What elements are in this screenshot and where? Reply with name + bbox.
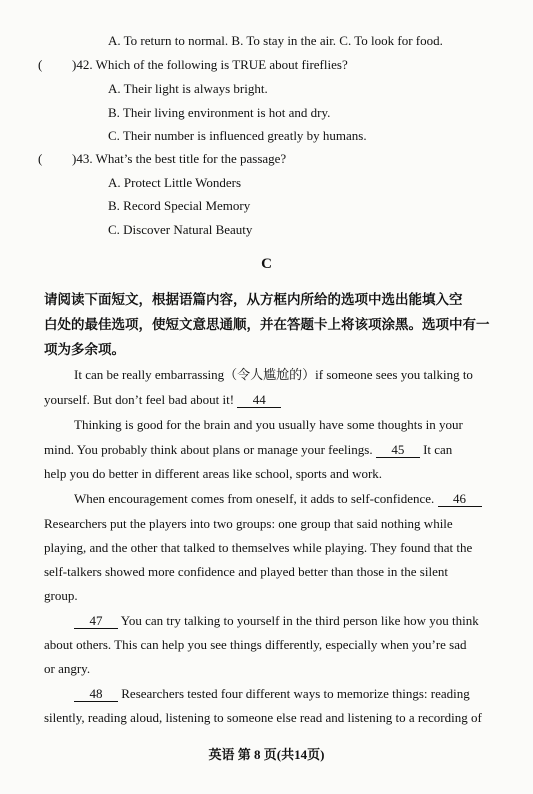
blank-46: 46 — [438, 492, 482, 507]
passage-text: mind. You probably think about plans or manage your feelings. — [44, 442, 373, 457]
q42-option-c: C. Their number is influenced greatly by humans. — [108, 128, 367, 143]
passage-line: It can be really embarrassing（令人尴尬的）if someone sees you talking to — [74, 367, 473, 382]
passage-line — [74, 491, 482, 507]
question-stem: )43. What’s the best title for the passage? — [72, 151, 287, 166]
passage-line: self-talkers showed more confidence and played better than those in the silent — [44, 564, 448, 579]
answer-paren: ( — [38, 151, 43, 166]
passage-line: Thinking is good for the brain and you usually have some thoughts in your — [74, 417, 463, 432]
passage-line — [74, 613, 479, 629]
question-stem: )42. Which of the following is TRUE about fireflies? — [72, 57, 348, 72]
section-title: C — [261, 256, 272, 272]
passage-line: or angry. — [44, 661, 91, 676]
blank-45: 45 — [376, 443, 420, 458]
instruction-line: 请阅读下面短文，根据语篇内容，从方框内所给的选项中选出能填入空 — [44, 292, 463, 308]
blank-48: 48 — [74, 687, 118, 702]
blank-47: 47 — [74, 614, 118, 629]
passage-text: yourself. But don’t feel bad about it! — [44, 392, 235, 407]
passage-line — [44, 442, 452, 458]
question-42 — [38, 57, 348, 73]
passage-line: group. — [44, 588, 78, 603]
passage-line — [44, 392, 281, 408]
instruction-line: 项为多余项。 — [44, 342, 125, 358]
passage-line — [74, 686, 470, 702]
q43-option-a: A. Protect Little Wonders — [108, 175, 242, 190]
q43-option-c: C. Discover Natural Beauty — [108, 222, 253, 237]
passage-text: You can try talking to yourself in the third person like how you think — [120, 613, 479, 628]
passage-text: Researchers tested four different ways to memorize things: reading — [121, 686, 470, 701]
instruction-line: 白处的最佳选项，使短文意思通顺，并在答题卡上将该项涂黑。选项中有一 — [44, 317, 490, 333]
q42-option-a: A. Their light is always bright. — [108, 81, 268, 96]
blank-44: 44 — [237, 393, 281, 408]
q41-options: A. To return to normal. B. To stay in the air. C. To look for food. — [108, 33, 443, 48]
passage-text: It can — [423, 442, 453, 457]
q43-option-b: B. Record Special Memory — [108, 198, 251, 213]
passage-line: playing, and the other that talked to themselves while playing. They found that the — [44, 540, 473, 555]
answer-paren: ( — [38, 57, 43, 72]
passage-text: When encouragement comes from oneself, it adds to self-confidence. — [74, 491, 435, 506]
q42-option-b: B. Their living environment is hot and dry. — [108, 105, 331, 120]
passage-line: silently, reading aloud, listening to someone else read and listening to a recording of — [44, 710, 482, 725]
question-43 — [38, 151, 286, 167]
passage-line: about others. This can help you see things differently, especially when you’re sad — [44, 637, 467, 652]
page-footer: 英语 第 8 页(共14页) — [208, 747, 325, 762]
passage-line: help you do better in different areas like school, sports and work. — [44, 466, 383, 481]
passage-line: Researchers put the players into two groups: one group that said nothing while — [44, 516, 453, 531]
